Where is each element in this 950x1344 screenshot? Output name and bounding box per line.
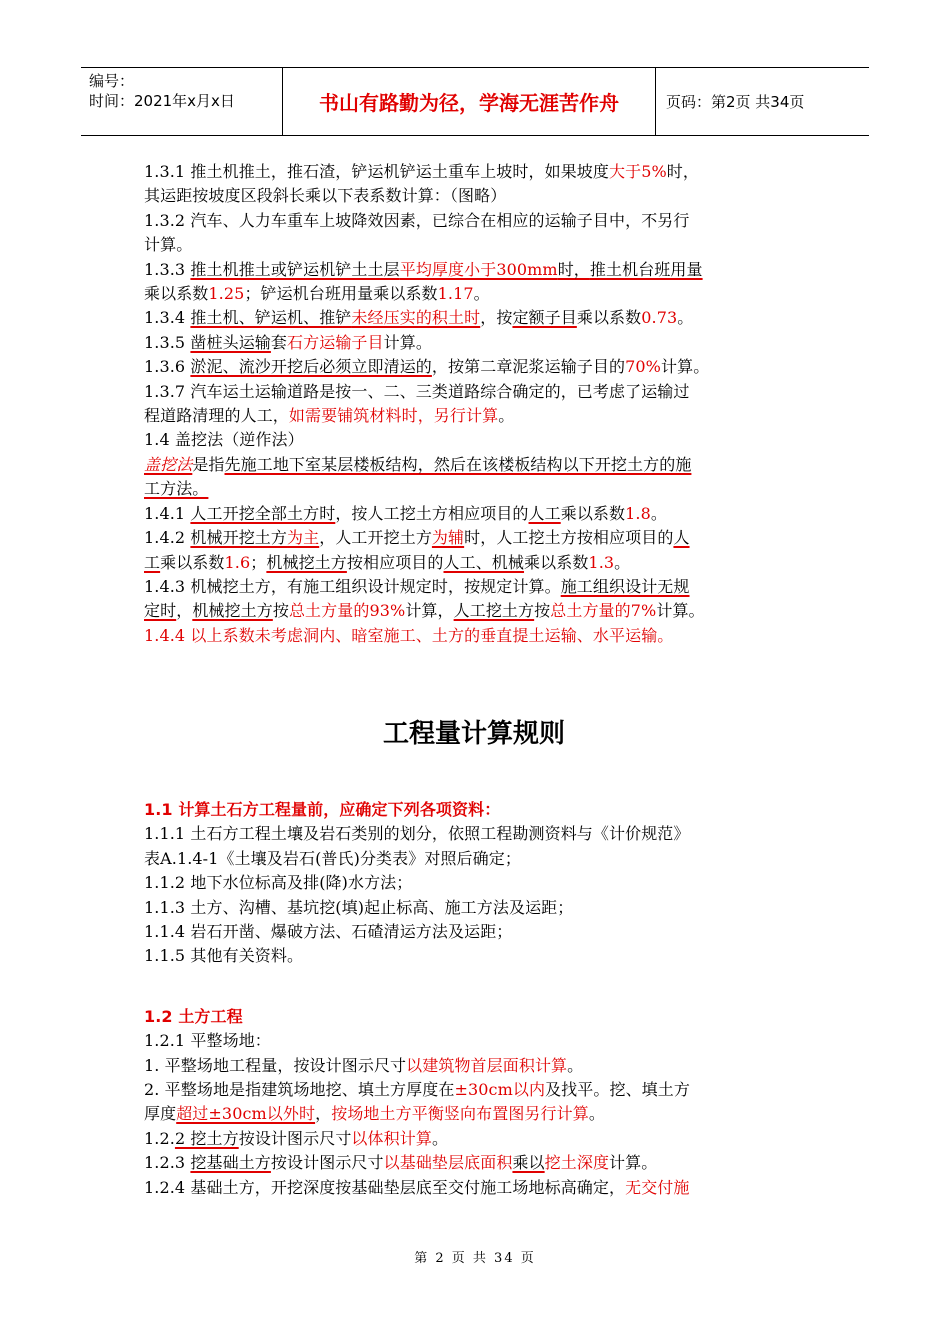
section-heading-1-2: 1.2 土方工程 [144, 1006, 243, 1026]
paragraph-line: 1.3.7 汽车运土运输道路是按一、二、三类道路综合确定的，已考虑了运输过 [144, 381, 690, 401]
document-body-part2 [144, 798, 804, 1200]
paragraph-line: 1.4.1 人工开挖全部土方时，按人工挖土方相应项目的人工乘以系数1.8。 [144, 503, 667, 523]
paragraph-line: 工乘以系数1.6；机械挖土方按相应项目的人工、机械乘以系数1.3。 [144, 552, 631, 572]
paragraph-line: 1.1.4 岩石开凿、爆破方法、石碴清运方法及运距； [144, 922, 513, 942]
paragraph-line: 1.3.1 推土机推土，推石渣，铲运机铲运土重车上坡时，如果坡度大于5%时， [144, 162, 699, 181]
paragraph-line: 定时，机械挖土方按总土方量的93%计算，人工挖土方按总土方量的7%计算。 [144, 601, 705, 621]
document-body-part1 [144, 160, 804, 648]
section-heading-1-4: 1.4 盖挖法（逆作法） [144, 430, 304, 450]
page-header [81, 67, 869, 136]
header-meta [81, 68, 283, 135]
time-label: 时间：2021年x月x日 [89, 92, 235, 110]
paragraph-line: 计算。 [144, 235, 193, 255]
paragraph-line: 1.1.5 其他有关资料。 [144, 946, 304, 966]
spacer [144, 969, 804, 993]
paragraph-line: 其运距按坡度区段斜长乘以下表系数计算：（图略） [144, 186, 507, 206]
paragraph-line: 盖挖法是指先施工地下室某层楼板结构，然后在该楼板结构以下开挖土方的施 [144, 454, 692, 474]
paragraph-line: 1.1.3 土方、沟槽、基坑挖(填)起止标高、施工方法及运距； [144, 897, 574, 917]
paragraph-line: 1.3.4 推土机、铲运机、推铲未经压实的积土时，按定额子目乘以系数0.73。 [144, 308, 694, 328]
paragraph-line: 2. 平整场地是指建筑场地挖、填土方厚度在±30cm以内及找平。挖、填土方 [144, 1080, 690, 1100]
paragraph-line: 厚度超过±30cm以外时，按场地土方平衡竖向布置图另行计算。 [144, 1104, 605, 1124]
paragraph-line: 1.2.2 挖土方按设计图示尺寸以体积计算。 [144, 1128, 449, 1148]
paragraph-line: 1.4.4 以上系数未考虑洞内、暗室施工、土方的垂直提土运输、水平运输。 [144, 625, 674, 645]
paragraph-line: 1.2.1 平整场地： [144, 1031, 271, 1051]
number-label: 编号： [89, 72, 135, 90]
paragraph-line: 1.2.3 挖基础土方按设计图示尺寸以基础垫层底面积乘以挖土深度计算。 [144, 1153, 658, 1173]
paragraph-line: 程道路清理的人工，如需要铺筑材料时，另行计算。 [144, 406, 515, 426]
paragraph-line: 1.3.2 汽车、人力车重车上坡降效因素，已综合在相应的运输子目中，不另行 [144, 210, 690, 230]
header-page-info: 页码：第2页 共34页 [666, 93, 805, 111]
paragraph-line: 1.3.5 凿桩头运输套石方运输子目计算。 [144, 332, 432, 352]
paragraph-line: 1.1.2 地下水位标高及排(降)水方法； [144, 873, 413, 893]
paragraph-line: 工方法。 [144, 479, 209, 499]
paragraph-line: 1.4.3 机械挖土方，有施工组织设计规定时，按规定计算。施工组织设计无规 [144, 576, 690, 596]
paragraph-line: 1.4.2 机械开挖土方为主，人工开挖土方为辅时，人工挖土方按相应项目的人 [144, 528, 690, 548]
header-motto: 书山有路勤为径，学海无涯苦作舟 [283, 68, 656, 135]
paragraph-line: 1.2.4 基础土方，开挖深度按基础垫层底至交付施工场地标高确定，无交付施 [144, 1177, 690, 1197]
page-footer: 第 2 页 共 34 页 [414, 1251, 536, 1266]
paragraph-line: 1. 平整场地工程量，按设计图示尺寸以建筑物首层面积计算。 [144, 1055, 584, 1075]
page-title: 工程量计算规则 [382, 719, 565, 749]
paragraph-line: 乘以系数1.25；铲运机台班用量乘以系数1.17。 [144, 284, 490, 304]
paragraph-line: 1.1.1 土石方工程土壤及岩石类别的划分，依照工程勘测资料与《计价规范》 [144, 824, 690, 844]
paragraph-line: 1.3.3 推土机推土或铲运机铲土土层平均厚度小于300mm时，推土机台班用量 [144, 259, 703, 279]
paragraph-line: 表A.1.4-1《土壤及岩石(普氏)分类表》对照后确定； [144, 848, 521, 868]
paragraph-line: 1.3.6 淤泥、流沙开挖后必须立即清运的，按第二章泥浆运输子目的70%计算。 [144, 357, 710, 377]
section-heading-1-1: 1.1 计算土石方工程量前，应确定下列各项资料： [144, 800, 501, 819]
